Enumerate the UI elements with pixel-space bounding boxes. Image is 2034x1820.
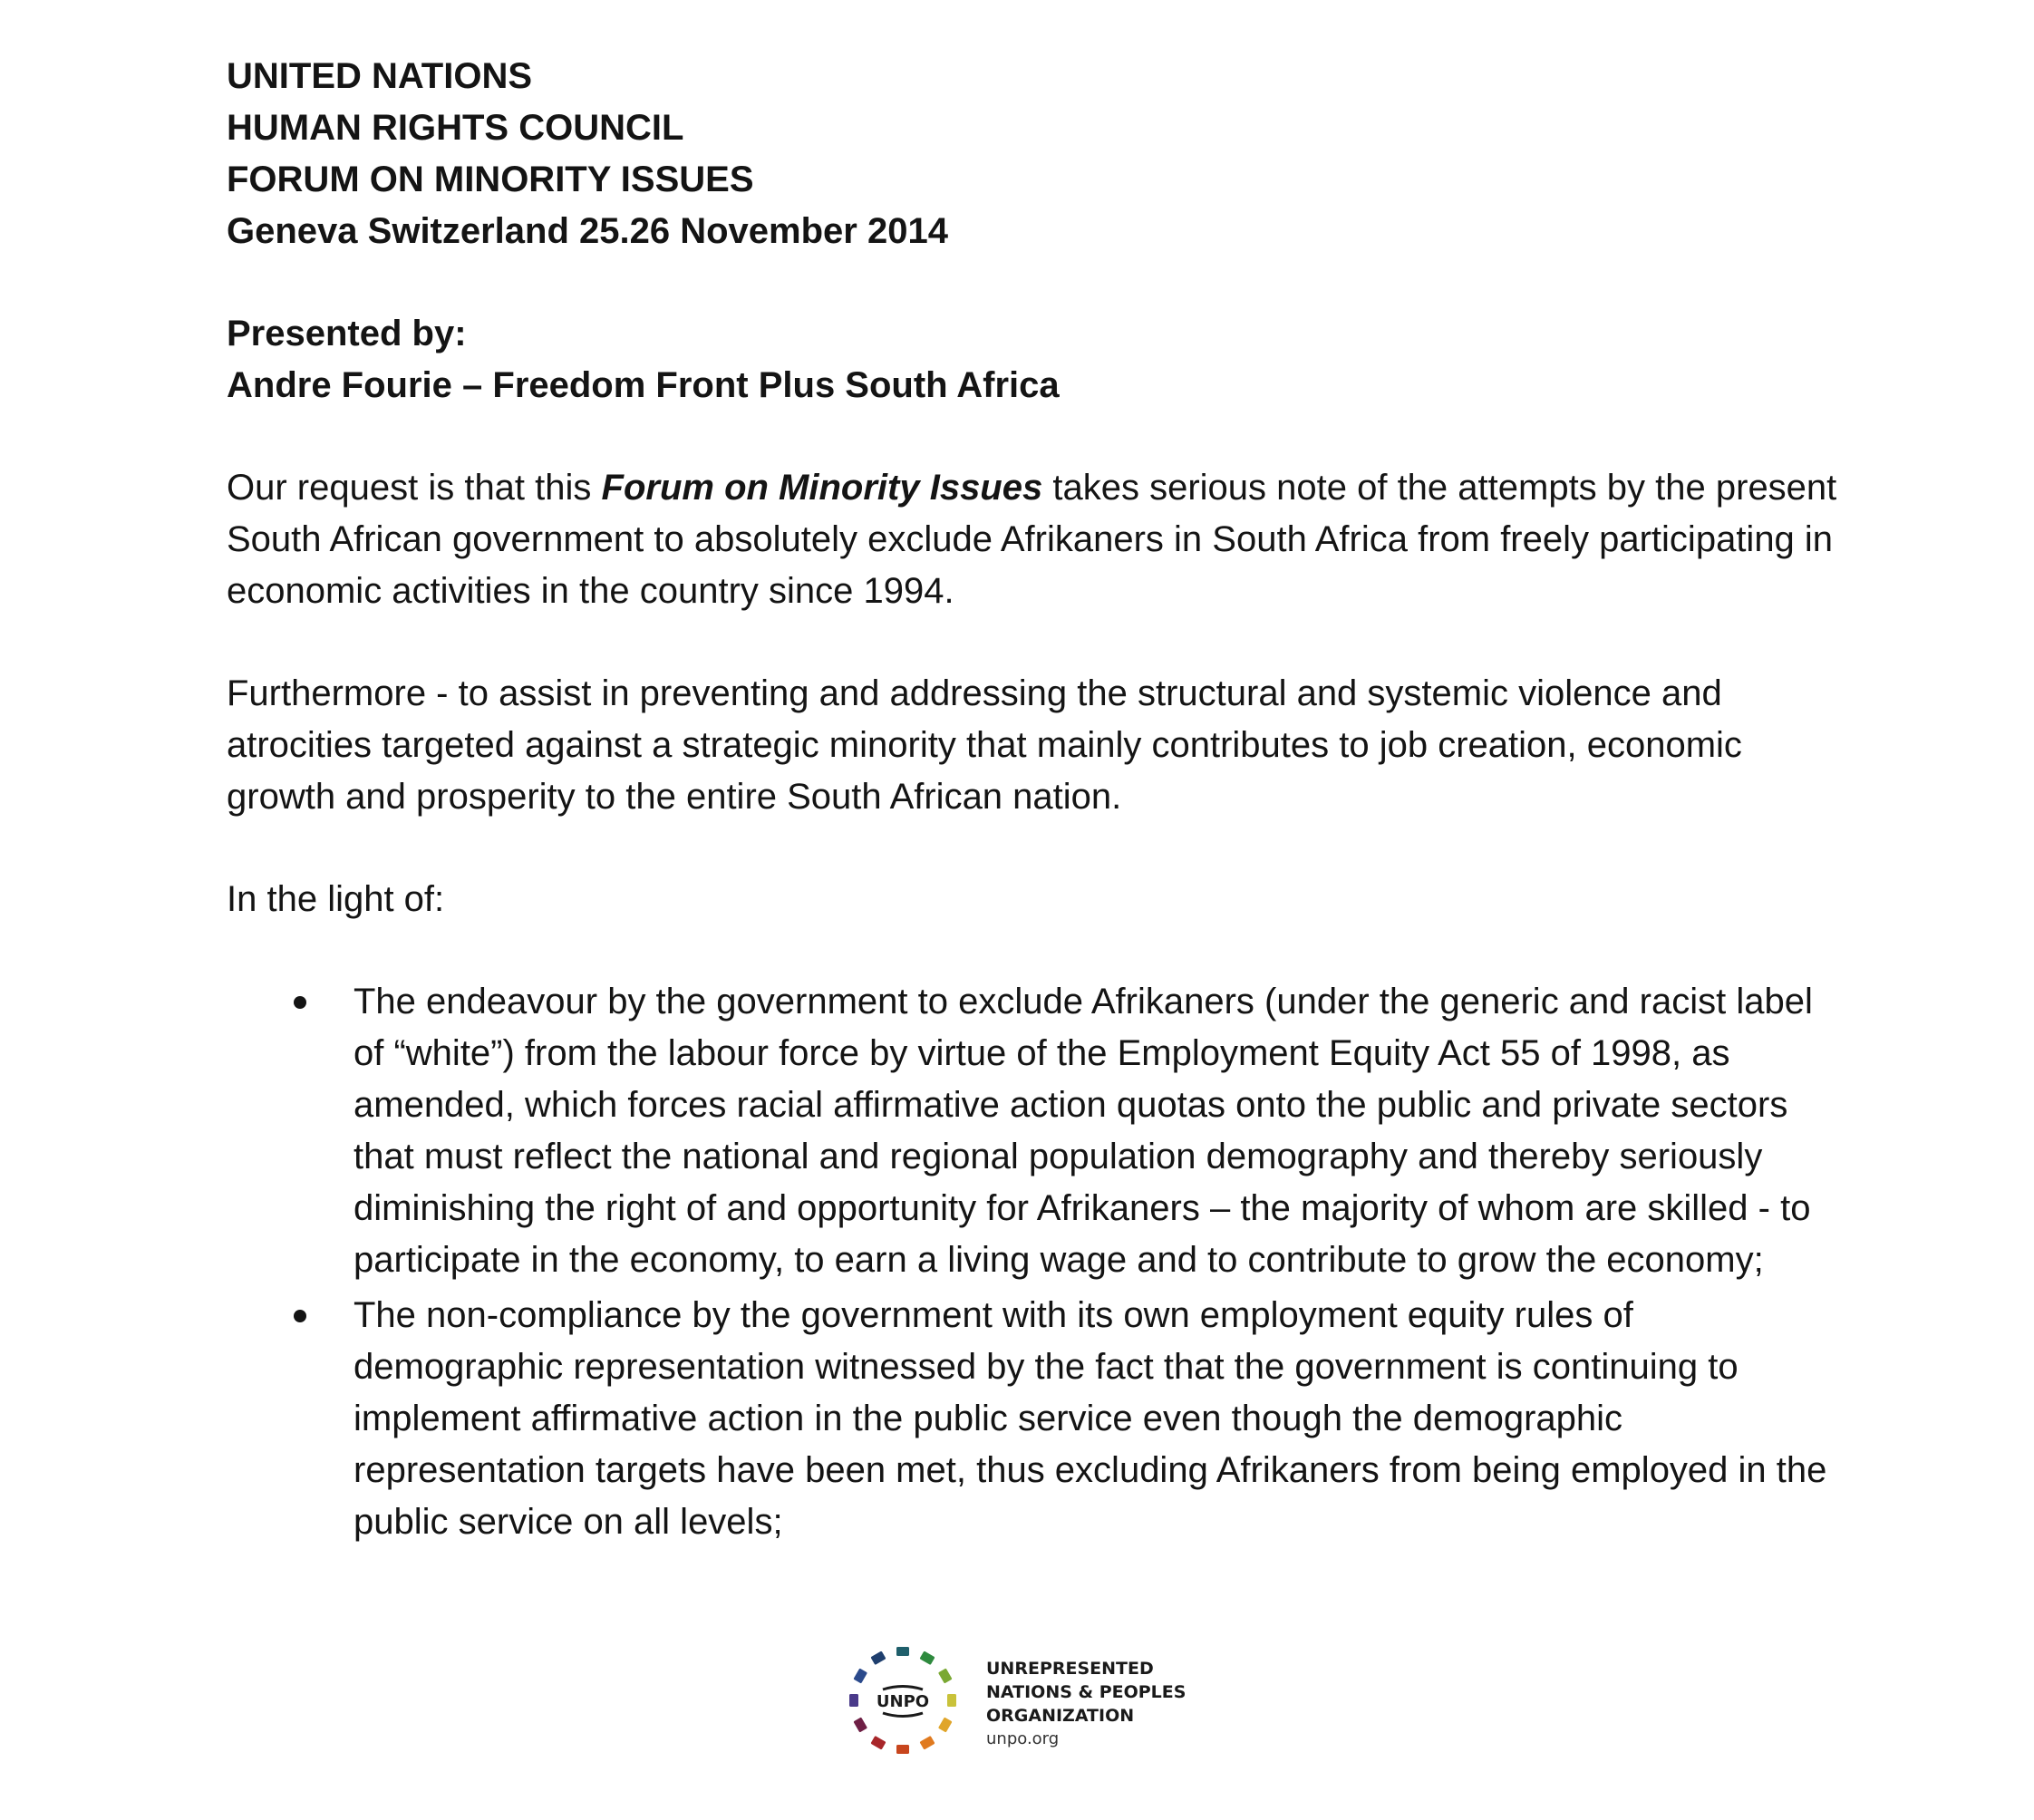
list-item: [227, 976, 1840, 1286]
ring-segment: [870, 1651, 886, 1665]
unpo-logo: [843, 1641, 1206, 1767]
ring-segment: [853, 1668, 867, 1683]
header-line-venue-date: Geneva Switzerland 25.26 November 2014: [227, 211, 948, 251]
paragraph-request-end: takes serious note of the attempts by the present South African government to absolutely exclude Afrikaners in South Africa from freely participating in economic activities in the country since 1994.: [227, 468, 1837, 611]
paragraph-request: [227, 462, 1840, 617]
ring-segment: [896, 1745, 909, 1754]
ring-segment: [849, 1694, 858, 1707]
presenter-label: Presented by:: [227, 314, 467, 353]
ring-segment: [870, 1736, 886, 1750]
bullet-dot-icon: [294, 996, 306, 1009]
paragraph-request-start: Our request is that this: [227, 468, 602, 508]
header-line-forum: FORUM ON MINORITY ISSUES: [227, 160, 754, 199]
ring-segment: [938, 1668, 953, 1683]
paragraph-furthermore: Furthermore - to assist in preventing and addressing the structural and systemic violence and atrocities targeted against a strategic minority that mainly contributes to job creation, economic growth and prosperity to the entire South African nation.: [227, 673, 1742, 817]
header-line-council: HUMAN RIGHTS COUNCIL: [227, 108, 684, 148]
unpo-inner-label: UNPO: [876, 1692, 930, 1711]
ring-segment: [947, 1694, 956, 1707]
ring-segment: [919, 1736, 935, 1750]
forum-name-emphasis: Forum on Minority Issues: [601, 468, 1043, 508]
unpo-org-line-2: NATIONS & PEOPLES: [986, 1682, 1186, 1702]
ring-segment: [938, 1717, 953, 1732]
unpo-url: unpo.org: [986, 1729, 1060, 1748]
ring-segment: [853, 1717, 867, 1732]
document-page: [227, 51, 1840, 1552]
unpo-ring-icon: [843, 1641, 963, 1760]
unpo-upper-arc: [883, 1687, 923, 1690]
ring-segment: [896, 1647, 909, 1656]
ring-segment: [919, 1651, 935, 1665]
unpo-org-line-1: UNREPRESENTED: [986, 1659, 1154, 1679]
list-item: [227, 1290, 1840, 1548]
header-line-un: UNITED NATIONS: [227, 56, 533, 96]
paragraph-in-light-of: In the light of:: [227, 879, 445, 919]
unpo-lower-arc: [883, 1713, 923, 1717]
bullet-dot-icon: [294, 1310, 306, 1322]
unpo-wordmark: [986, 1657, 1186, 1751]
bullet-text: The non-compliance by the government with its own employment equity rules of demographic representation witnessed by the fact that the government is continuing to implement affirmative action in the public service even though the demographic representation targets have been met, thus excluding Afrikaners from being employed in the public service on all levels;: [354, 1295, 1827, 1542]
presenter-name: Andre Fourie – Freedom Front Plus South Africa: [227, 365, 1060, 405]
bullet-text: The endeavour by the government to exclude Afrikaners (under the generic and racist label of “white”) from the labour force by virtue of the Employment Equity Act 55 of 1998, as amended, which forces racial affirmative action quotas onto the public and private sectors that must reflect the national and regional population demography and thereby seriously diminishing the right of and opportunity for Afrikaners – the majority of whom are skilled - to participate in the economy, to earn a living wage and to contribute to grow the economy;: [354, 982, 1813, 1280]
unpo-org-line-3: ORGANIZATION: [986, 1706, 1135, 1726]
bullet-list: [227, 976, 1840, 1548]
